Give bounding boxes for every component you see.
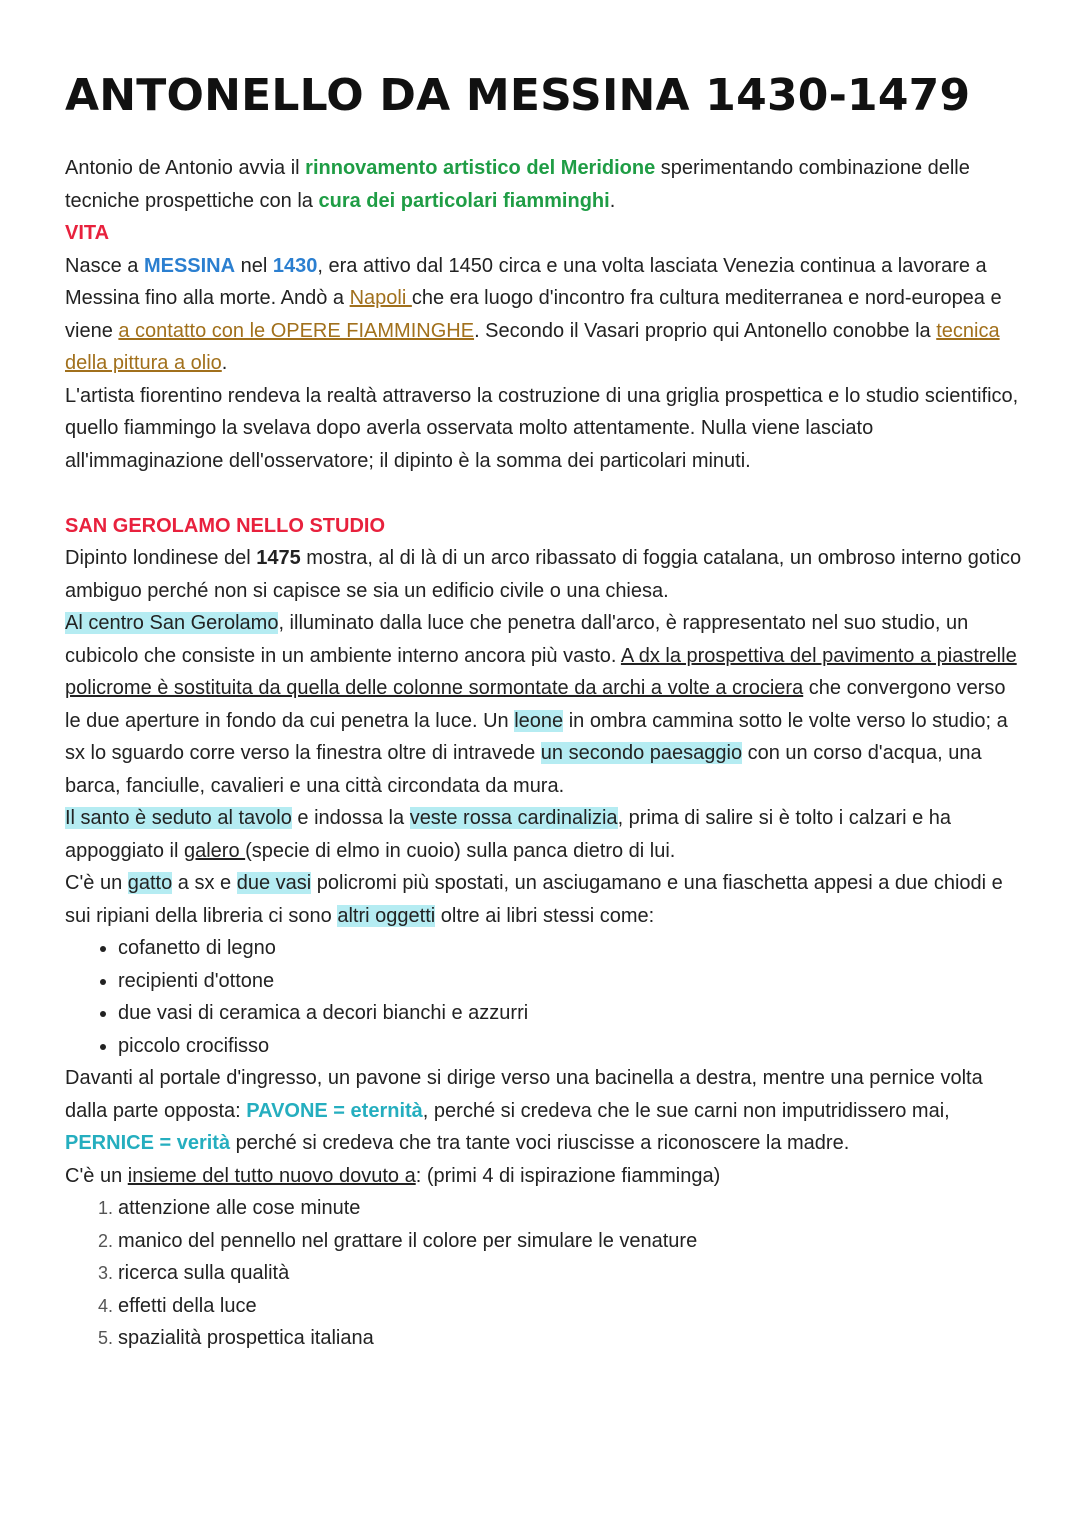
san-gerolamo-paragraph-5 xyxy=(65,1062,1025,1160)
highlight-gatto: gatto xyxy=(127,872,173,894)
highlight-vasi: due vasi xyxy=(236,872,312,894)
list-item: 3. ricerca sulla qualità xyxy=(118,1257,1025,1290)
sg-text: C'è un xyxy=(65,1164,128,1187)
list-item: 4. effetti della luce xyxy=(118,1290,1025,1323)
list-item: • piccolo crocifisso xyxy=(118,1030,1025,1063)
underlined-perspective: A dx la prospettiva del pavimento a piastrelle policrome è sostituita da quella delle colonne sormontate da archi a volte a crociera xyxy=(65,644,1017,699)
document-body xyxy=(65,152,1025,1355)
sg-text: e indossa la xyxy=(291,807,410,829)
sg-text: C'è un xyxy=(65,872,128,894)
section-heading-vita: VITA xyxy=(65,222,110,244)
intro-emphasis-flemish: cura dei particolari fiamminghi xyxy=(318,189,610,212)
highlight-veste: veste rossa cardinalizia xyxy=(409,807,618,829)
link-napoli[interactable]: Napoli xyxy=(349,287,412,309)
highlight-leone: leone xyxy=(514,709,564,732)
list-item: 5. spazialità prospettica italiana xyxy=(118,1322,1025,1355)
sg-text: Davanti al portale d'ingresso, un pavone si dirige verso una bacinella a destra, mentre una pernice volta dalla parte opposta: xyxy=(65,1067,983,1122)
causes-list xyxy=(65,1192,1025,1355)
blank-line xyxy=(65,477,1025,510)
underlined-insieme: insieme del tutto nuovo dovuto a xyxy=(127,1164,416,1187)
list-item: • cofanetto di legno xyxy=(118,932,1025,965)
vita-year: 1430 xyxy=(272,254,318,277)
vita-text: che era luogo d'incontro fra cultura mediterranea e nord-europea e viene xyxy=(65,287,1002,342)
san-gerolamo-paragraph-4 xyxy=(65,867,1025,932)
sg-text: , prima di salire si è tolto i calzari e ha appoggiato il xyxy=(65,807,952,862)
intro-paragraph xyxy=(65,152,1025,217)
sg-year: 1475 xyxy=(256,547,301,569)
sg-text: (specie di elmo in cuoio) sulla panca dietro di lui. xyxy=(245,839,676,862)
sg-text: mostra, al di là di un arco ribassato di foggia catalana, un ombroso interno gotico ambiguo perché non si capisce se sia un edificio civile o una chiesa. xyxy=(65,547,1022,602)
link-pittura-a-olio[interactable]: tecnica della pittura a olio xyxy=(65,319,1000,374)
sg-text: che convergono verso le due aperture in fondo da cui penetra la luce. Un xyxy=(65,677,1006,732)
san-gerolamo-paragraph-6 xyxy=(65,1160,1025,1193)
highlight-center: Al centro San Gerolamo xyxy=(65,612,279,634)
sg-text: Dipinto londinese del xyxy=(65,547,257,569)
vita-paragraph-2: L'artista fiorentino rendeva la realtà attraverso la costruzione di una griglia prospettica e lo studio scientifico, quello fiammingo la svelava dopo averla osservata molto attentamente. Nulla viene lasciato all'immaginazione dell'osservatore; il dipinto è la somma dei particolari minuti. xyxy=(65,384,1019,472)
link-opere-fiamminghe[interactable]: a contatto con le OPERE FIAMMINGHE xyxy=(118,319,475,342)
section-heading-san-gerolamo: SAN GEROLAMO NELLO STUDIO xyxy=(65,514,385,537)
list-item: • recipienti d'ottone xyxy=(118,965,1025,998)
sg-text: in ombra cammina sotto le volte verso lo studio; a sx lo sguardo corre verso la finestra oltre di intravede xyxy=(65,709,1008,764)
sg-text: perché si credeva che tra tante voci riuscisse a riconoscere la madre. xyxy=(230,1132,850,1154)
intro-text: . xyxy=(609,189,616,212)
intro-text: Antonio de Antonio avvia il xyxy=(65,157,306,179)
underlined-galero: galero xyxy=(183,839,246,862)
san-gerolamo-paragraph-1 xyxy=(65,542,1025,607)
objects-list xyxy=(65,932,1025,1062)
sg-text: : (primi 4 di ispirazione fiamminga) xyxy=(415,1164,721,1187)
symbol-pavone: PAVONE = eternità xyxy=(246,1099,423,1122)
vita-text: Nasce a xyxy=(65,254,144,277)
vita-city: MESSINA xyxy=(143,254,236,277)
symbol-pernice: PERNICE = verità xyxy=(65,1132,231,1154)
intro-emphasis-renewal: rinnovamento artistico del Meridione xyxy=(305,157,656,179)
vita-text: . xyxy=(221,352,228,374)
san-gerolamo-paragraph-2 xyxy=(65,607,1025,802)
sg-text: con un corso d'acqua, una barca, fanciulle, cavalieri e una città circondata da mura. xyxy=(65,742,982,797)
list-item: 2. manico del pennello nel grattare il colore per simulare le venature xyxy=(118,1225,1025,1258)
vita-text: nel xyxy=(235,254,273,277)
highlight-oggetti: altri oggetti xyxy=(337,904,436,927)
san-gerolamo-paragraph-3 xyxy=(65,802,1025,867)
highlight-paesaggio: un secondo paesaggio xyxy=(540,742,743,764)
list-item: • due vasi di ceramica a decori bianchi e azzurri xyxy=(118,997,1025,1030)
sg-text: a sx e xyxy=(172,872,237,894)
vita-text: , era attivo dal 1450 circa e una volta lasciata Venezia continua a lavorare a Messina fino alla morte. Andò a xyxy=(65,254,987,309)
vita-paragraph-1 xyxy=(65,250,1025,380)
list-item: 1. attenzione alle cose minute xyxy=(118,1192,1025,1225)
sg-text: oltre ai libri stessi come: xyxy=(435,904,655,927)
sg-text: policromi più spostati, un asciugamano e una fiaschetta appesi a due chiodi e sui ripiani della libreria ci sono xyxy=(65,872,1003,927)
sg-text: , illuminato dalla luce che penetra dall'arco, è rappresentato nel suo studio, un cubicolo che consiste in un ambiente interno ancora più vasto. xyxy=(65,612,969,667)
intro-text: sperimentando combinazione delle tecniche prospettiche con la xyxy=(65,157,970,212)
sg-text: , perché si credeva che le sue carni non imputridissero mai, xyxy=(422,1099,950,1122)
page-title: ANTONELLO DA MESSINA 1430-1479 xyxy=(65,70,971,121)
highlight-santo: Il santo è seduto al tavolo xyxy=(65,807,292,829)
vita-text: . Secondo il Vasari proprio qui Antonello conobbe la xyxy=(474,319,937,342)
